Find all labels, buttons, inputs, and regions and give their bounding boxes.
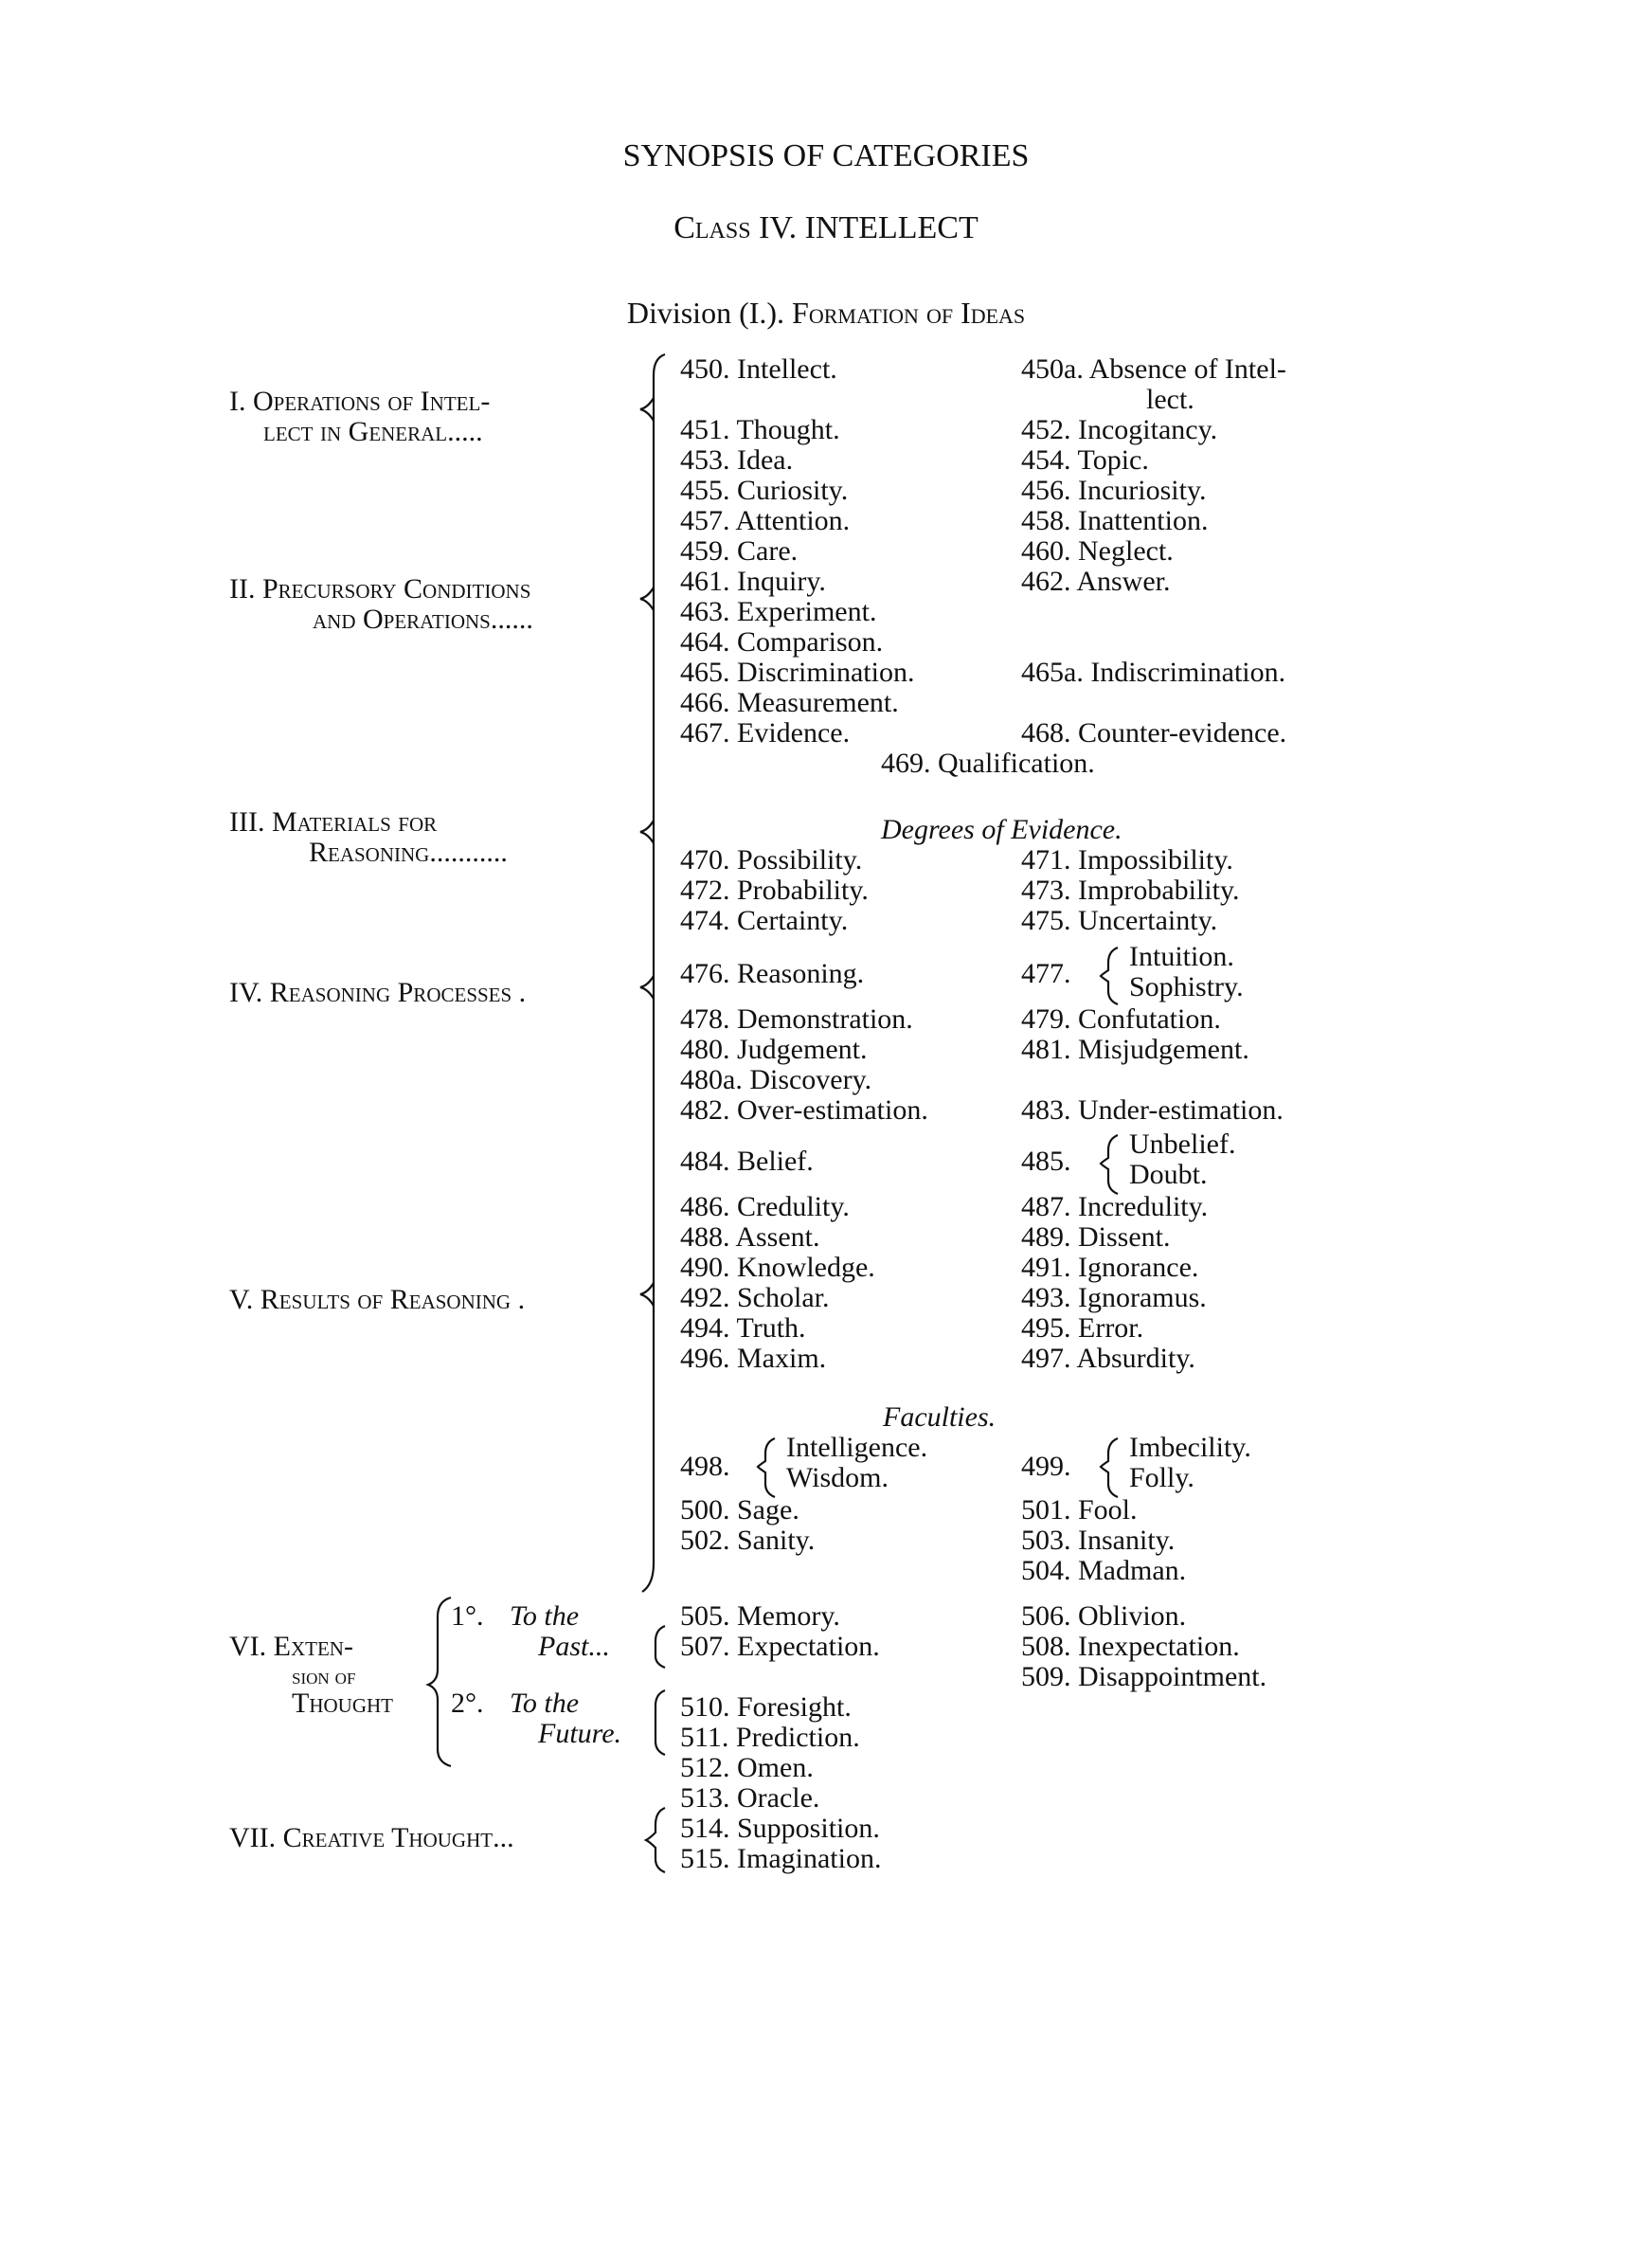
section-7: VII. Creative Thought... (229, 1822, 514, 1853)
entry-475: 475. Uncertainty. (1021, 905, 1218, 936)
entry-512: 512. Omen. (680, 1752, 814, 1783)
section-5: V. Results of Reasoning . (229, 1284, 526, 1315)
section-2-line-1: II. Precursory Conditions (229, 573, 531, 605)
entry-498-b: Wisdom. (786, 1462, 889, 1493)
entry-463: 463. Experiment. (680, 596, 877, 627)
entry-502: 502. Sanity. (680, 1525, 816, 1556)
entry-506: 506. Oblivion. (1021, 1600, 1187, 1632)
section-6-line-1: VI. Exten- (229, 1631, 353, 1662)
entry-494: 494. Truth. (680, 1312, 806, 1344)
entry-459: 459. Care. (680, 535, 799, 567)
entry-492: 492. Scholar. (680, 1282, 830, 1313)
entry-452: 452. Incogitancy. (1021, 414, 1218, 445)
section-4: IV. Reasoning Processes . (229, 977, 527, 1008)
entry-465a: 465a. Indiscrimination. (1021, 657, 1286, 688)
entry-472: 472. Probability. (680, 875, 869, 906)
entry-504: 504. Madman. (1021, 1555, 1187, 1586)
entry-481: 481. Misjudgement. (1021, 1034, 1249, 1065)
class-name: IV. INTELLECT (750, 210, 979, 245)
entry-500: 500. Sage. (680, 1494, 799, 1526)
entry-488: 488. Assent. (680, 1221, 820, 1253)
section-6-line-3: Thought (292, 1688, 393, 1719)
entry-491: 491. Ignorance. (1021, 1252, 1199, 1283)
entry-511: 511. Prediction. (680, 1722, 860, 1753)
entry-501: 501. Fool. (1021, 1494, 1138, 1526)
entry-485-number: 485. (1021, 1146, 1071, 1177)
entry-485-b: Doubt. (1129, 1159, 1208, 1190)
section-6-line-2: sion of (292, 1665, 356, 1689)
class-prefix: Class (673, 210, 751, 245)
entry-515: 515. Imagination. (680, 1843, 882, 1874)
entry-469: 469. Qualification. (881, 748, 1095, 779)
entry-499-number: 499. (1021, 1451, 1071, 1482)
section-6-past-label-1: To the (510, 1600, 580, 1632)
entry-509: 509. Disappointment. (1021, 1661, 1267, 1692)
entry-470: 470. Possibility. (680, 844, 863, 876)
section-2-line-2: and Operations...... (313, 604, 533, 635)
entry-505: 505. Memory. (680, 1600, 840, 1632)
entry-495: 495. Error. (1021, 1312, 1144, 1344)
entry-451: 451. Thought. (680, 414, 840, 445)
entry-450a: 450a. Absence of Intel- (1021, 353, 1286, 385)
section-6-future-label-1: To the (510, 1688, 580, 1719)
entry-485-a: Unbelief. (1129, 1128, 1236, 1160)
entry-466: 466. Measurement. (680, 687, 899, 718)
entry-490: 490. Knowledge. (680, 1252, 875, 1283)
entry-462: 462. Answer. (1021, 566, 1171, 597)
entry-507: 507. Expectation. (680, 1631, 880, 1662)
entry-477-a: Intuition. (1129, 941, 1234, 972)
entry-460: 460. Neglect. (1021, 535, 1174, 567)
entry-486: 486. Credulity. (680, 1191, 850, 1222)
entry-480a: 480a. Discovery. (680, 1064, 872, 1095)
entry-476: 476. Reasoning. (680, 958, 865, 989)
entry-468: 468. Counter-evidence. (1021, 717, 1287, 749)
entry-487: 487. Incredulity. (1021, 1191, 1209, 1222)
entry-457: 457. Attention. (680, 505, 851, 536)
entry-456: 456. Incuriosity. (1021, 475, 1207, 506)
section-6-past-label-2: Past... (538, 1631, 610, 1662)
entry-499-b: Folly. (1129, 1462, 1194, 1493)
entry-455: 455. Curiosity. (680, 475, 849, 506)
entry-489: 489. Dissent. (1021, 1221, 1171, 1253)
section-6-future-label-2: Future. (538, 1718, 622, 1749)
entry-458: 458. Inattention. (1021, 505, 1209, 536)
entry-473: 473. Improbability. (1021, 875, 1240, 906)
section-1-line-2: lect in General..... (263, 416, 483, 447)
division-prefix: Division (I.). (626, 296, 785, 330)
subhead-faculties: Faculties. (883, 1401, 997, 1433)
entry-478: 478. Demonstration. (680, 1003, 913, 1035)
entry-477-number: 477. (1021, 958, 1071, 989)
section-6-past-number: 1°. (451, 1600, 484, 1632)
entry-503: 503. Insanity. (1021, 1525, 1176, 1556)
section-3-line-1: III. Materials for (229, 806, 438, 838)
entry-484: 484. Belief. (680, 1146, 814, 1177)
entry-482: 482. Over-estimation. (680, 1094, 928, 1126)
entry-454: 454. Topic. (1021, 444, 1149, 476)
entry-453: 453. Idea. (680, 444, 794, 476)
section-6-future-number: 2°. (451, 1688, 484, 1719)
entry-498-number: 498. (680, 1451, 730, 1482)
entry-467: 467. Evidence. (680, 717, 851, 749)
entry-465: 465. Discrimination. (680, 657, 915, 688)
entry-493: 493. Ignoramus. (1021, 1282, 1207, 1313)
entry-450a-continuation: lect. (1146, 384, 1194, 415)
entry-450: 450. Intellect. (680, 353, 837, 385)
entry-499-a: Imbecility. (1129, 1432, 1251, 1463)
entry-483: 483. Under-estimation. (1021, 1094, 1284, 1126)
entry-479: 479. Confutation. (1021, 1003, 1221, 1035)
page-title: SYNOPSIS OF CATEGORIES (622, 138, 1030, 173)
entry-498-a: Intelligence. (786, 1432, 928, 1463)
entry-461: 461. Inquiry. (680, 566, 826, 597)
entry-496: 496. Maxim. (680, 1343, 827, 1374)
entry-474: 474. Certainty. (680, 905, 849, 936)
entry-497: 497. Absurdity. (1021, 1343, 1195, 1374)
section-1-line-1: I. Operations of Intel- (229, 386, 491, 417)
entry-464: 464. Comparison. (680, 626, 884, 658)
entry-471: 471. Impossibility. (1021, 844, 1233, 876)
entry-510: 510. Foresight. (680, 1691, 852, 1723)
entry-477-b: Sophistry. (1129, 971, 1244, 1002)
section-3-line-2: Reasoning........... (309, 837, 508, 868)
entry-513: 513. Oracle. (680, 1782, 820, 1814)
division-name: Formation of Ideas (792, 296, 1026, 330)
entry-514: 514. Supposition. (680, 1813, 880, 1844)
entry-480: 480. Judgement. (680, 1034, 868, 1065)
entry-508: 508. Inexpectation. (1021, 1631, 1240, 1662)
subhead-degrees-of-evidence: Degrees of Evidence. (881, 814, 1122, 845)
